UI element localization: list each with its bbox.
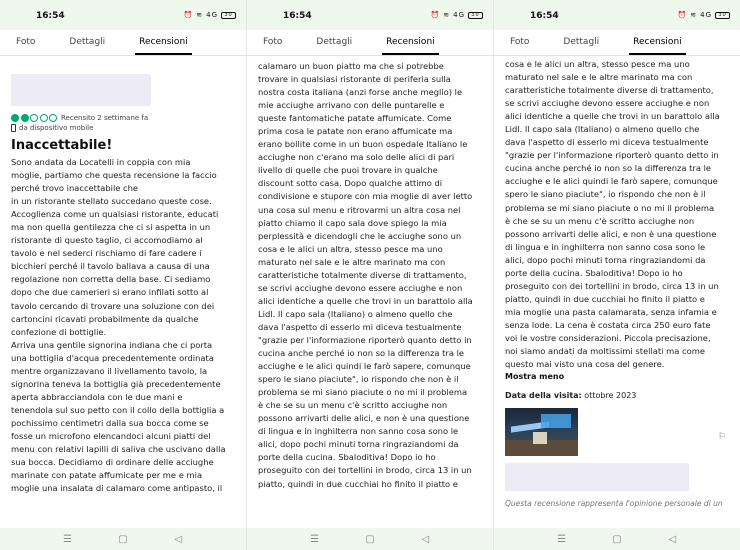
battery-icon: 30 xyxy=(221,12,236,19)
review-content xyxy=(0,57,246,528)
device-label: da dispositivo mobile xyxy=(19,124,94,132)
rating-bubble-icon xyxy=(11,114,19,122)
show-less-button[interactable]: Mostra meno xyxy=(505,372,565,382)
screen-panel-2 xyxy=(247,0,493,550)
alarm-icon: ⏰ xyxy=(430,11,441,19)
visit-date-label: Data della visita: xyxy=(505,391,582,401)
visit-date-line xyxy=(505,391,729,400)
review-title: Inaccettabile! xyxy=(11,138,113,153)
menu-icon[interactable]: ☰ xyxy=(557,533,567,545)
tab-reviews[interactable]: Recensioni xyxy=(386,37,434,55)
device-line xyxy=(11,124,235,132)
review-text-part-3: cosa e le alici un altra, stesso pesce ma uno maturato nel sale e le altre marinato ma con caratteristiche totalmente diverse di trattamento, se scrivi acciughe devono essere acciughe e non alici identiche a quelle che trovi in un barattolo alla Lidl. Il capo sala (Italiano) o almeno quello che dava l'aspetto di esserlo mi diceva testualmente "grazie per l'informazione riporterò quanto detto in cucina anche perché io non so la differenza tra le acciughe e le alici quindi le farò sapere, comunque spero le siano piaciute", io rispondo che non è il problema se mi siano piaciute o no mi il problema è che se su un menu c'è scritto acciughe non possono arrivarti delle alici, e non è una questione di lingua e in inghilterra non sanno cosa sono le alici, dopo pochi minuti torna ringraziandomi da porte della cucina. Sbaloditiva! Dopo io ho proseguito con dei tortellini in brodo, circa 13 in un piatto, quindi in due cucchiai ho finito il piatto e mia moglie una pasta calamarata, senza infamia e senza lode. La cena è costata circa 250 euro fate voi le vostre considerazioni. Piccola precisazione, noi siamo andati da moltissimi stellati ma come questo mai visto una cosa del genere. xyxy=(505,59,720,370)
back-icon[interactable]: ◁ xyxy=(668,533,677,545)
tab-photos[interactable]: Foto xyxy=(16,37,36,47)
back-icon[interactable]: ◁ xyxy=(174,533,183,545)
status-icons xyxy=(184,11,236,19)
tab-reviews[interactable]: Recensioni xyxy=(139,37,187,55)
tab-reviews[interactable]: Recensioni xyxy=(633,37,681,55)
menu-icon[interactable]: ☰ xyxy=(310,533,320,545)
rating-bubble-icon xyxy=(30,114,38,122)
flag-icon[interactable]: ⚐ xyxy=(717,432,726,442)
rating-row xyxy=(11,114,235,122)
battery-icon: 30 xyxy=(715,12,730,19)
review-text-part-2: calamaro un buon piatto ma che si potrebbe trovare in qualsiasi ristorante di periferia sulla nostra costa italiana (anzi forse anche meglio) le mie acciughe arrivano con delle puntarelle e queste fantomatiche patate affumicate. Come prima cosa le patate non erano affumicate ma erano bollite come in un buon ospedale Italiano le acciughe non c'erano ma solo delle alici di pari livello di quelle che puoi trovare in qualche discount sotto casa. Dopo qualche attimo di condivisione e stupore con mia moglie di aver letto una cosa sul menu e ritrovarmi un altra cosa nel piatto chiamo il capo sala dove spiego la mia perplessità e dicendogli che le acciughe sono un cosa e le alici un altra, stesso pesce ma uno maturato nel sale e le altre marinato ma con caratteristiche totalmente diverse di trattamento, se scrivi acciughe devono essere acciughe e non alici identiche a quelle che trovi in un barattolo alla Lidl. Il capo sala (Italiano) o almeno quello che dava l'aspetto di esserlo mi diceva testualmente "grazie per l'informazione riporterò quanto detto in cucina anche perché io non so la differenza tra le acciughe e le alici quindi le farò sapere, comunque spero le siano piaciute", io rispondo che non è il problema se mi siano piaciute o no mi il problema è che se su un menu c'è scritto acciughe non possono arrivarti delle alici, e non è una questione di lingua e in inghilterra non sanno cosa sono le alici, dopo pochi minuti torna ringraziandomi da porte della cucina. Sbaloditiva! Dopo io ho proseguito con dei tortellini in brodo, circa 13 in un piatto, quindi in due cucchiai ho finito il piatto e xyxy=(258,61,473,489)
tab-photos[interactable]: Foto xyxy=(510,37,530,47)
home-icon[interactable]: ▢ xyxy=(118,533,128,545)
tab-bar xyxy=(247,30,493,56)
helpful-vote-placeholder xyxy=(505,463,689,491)
tab-details[interactable]: Dettagli xyxy=(316,37,353,47)
rating-bubble-icon xyxy=(40,114,48,122)
menu-icon[interactable]: ☰ xyxy=(63,533,73,545)
screen-panel-1 xyxy=(0,0,246,550)
rating-bubble-icon xyxy=(21,114,29,122)
system-nav-bar xyxy=(247,528,493,550)
wifi-icon: ≋ xyxy=(196,11,204,19)
alarm-icon: ⏰ xyxy=(183,11,194,19)
reviewer-avatar-placeholder xyxy=(11,74,151,106)
status-bar xyxy=(247,0,493,30)
home-icon[interactable]: ▢ xyxy=(612,533,622,545)
tab-bar xyxy=(494,30,740,56)
battery-icon: 30 xyxy=(468,12,483,19)
status-bar xyxy=(0,0,246,30)
status-icons xyxy=(431,11,483,19)
back-icon[interactable]: ◁ xyxy=(421,533,430,545)
rating-bubbles xyxy=(11,114,57,122)
review-content xyxy=(494,58,740,528)
alarm-icon: ⏰ xyxy=(677,11,688,19)
screen-panel-3 xyxy=(494,0,740,550)
reviewed-when: Recensito 2 settimane fa xyxy=(61,114,149,122)
tab-bar xyxy=(0,30,246,56)
tab-photos[interactable]: Foto xyxy=(263,37,283,47)
home-icon[interactable]: ▢ xyxy=(365,533,375,545)
status-time: 16:54 xyxy=(530,11,559,21)
review-text-part-1: Sono andata da Locatelli in coppia con mia moglie, partiamo che questa recensione la faccio perché trovo inaccettabile che in un ristorante stellato succedano queste cose. Accoglienza come un qualsiasi ristorante, educati ma non quella gentilezza che ci si aspetta in un ristorante di questo taglio, ci accomodiamo al tavolo e nel sederci rischiamo di fare cadere i bicchieri perché il tavolo ballava a causa di una regolazione non corretta della base. Ci sediamo dopo che due camerieri si erano infilati sotto al tavolo cercando di trovare una soluzione con dei cartoncini ricavati probabilmente da qualche confezione di bottiglie. Arriva una gentile signorina indiana che ci porta una bottiglia d'acqua precedentemente ordinata mentre organizzavano il livellamento tavolo, la signorina teneva la bottiglia già precedentemente aperta abbracciandola con le due mani e tenendola sul suo petto con il collo della bottiglia a pochissimo centimetri dalla sua bocca come se fosse un microfono elencandoci alcuni piatti del menu con relativi lapilli di saliva che uscivano dalla sua bocca. Decidiamo di ordinare delle acciughe marinate con patate affumicate per me e mia moglie una insalata di calamaro come antipasto, il xyxy=(11,157,226,494)
status-time: 16:54 xyxy=(36,11,65,21)
system-nav-bar xyxy=(494,528,740,550)
signal-icon: 4G xyxy=(206,11,218,19)
rating-bubble-icon xyxy=(49,114,57,122)
wifi-icon: ≋ xyxy=(690,11,698,19)
system-nav-bar xyxy=(0,528,246,550)
status-time: 16:54 xyxy=(283,11,312,21)
visit-date-value: ottobre 2023 xyxy=(584,391,637,401)
status-icons xyxy=(678,11,730,19)
signal-icon: 4G xyxy=(700,11,712,19)
tab-details[interactable]: Dettagli xyxy=(563,37,600,47)
status-bar xyxy=(494,0,740,30)
review-disclaimer: Questa recensione rappresenta l'opinione personale di un xyxy=(505,499,723,509)
tab-details[interactable]: Dettagli xyxy=(69,37,106,47)
signal-icon: 4G xyxy=(453,11,465,19)
mobile-phone-icon xyxy=(11,124,16,132)
review-photo[interactable] xyxy=(505,408,578,456)
wifi-icon: ≋ xyxy=(443,11,451,19)
review-content xyxy=(247,60,493,528)
